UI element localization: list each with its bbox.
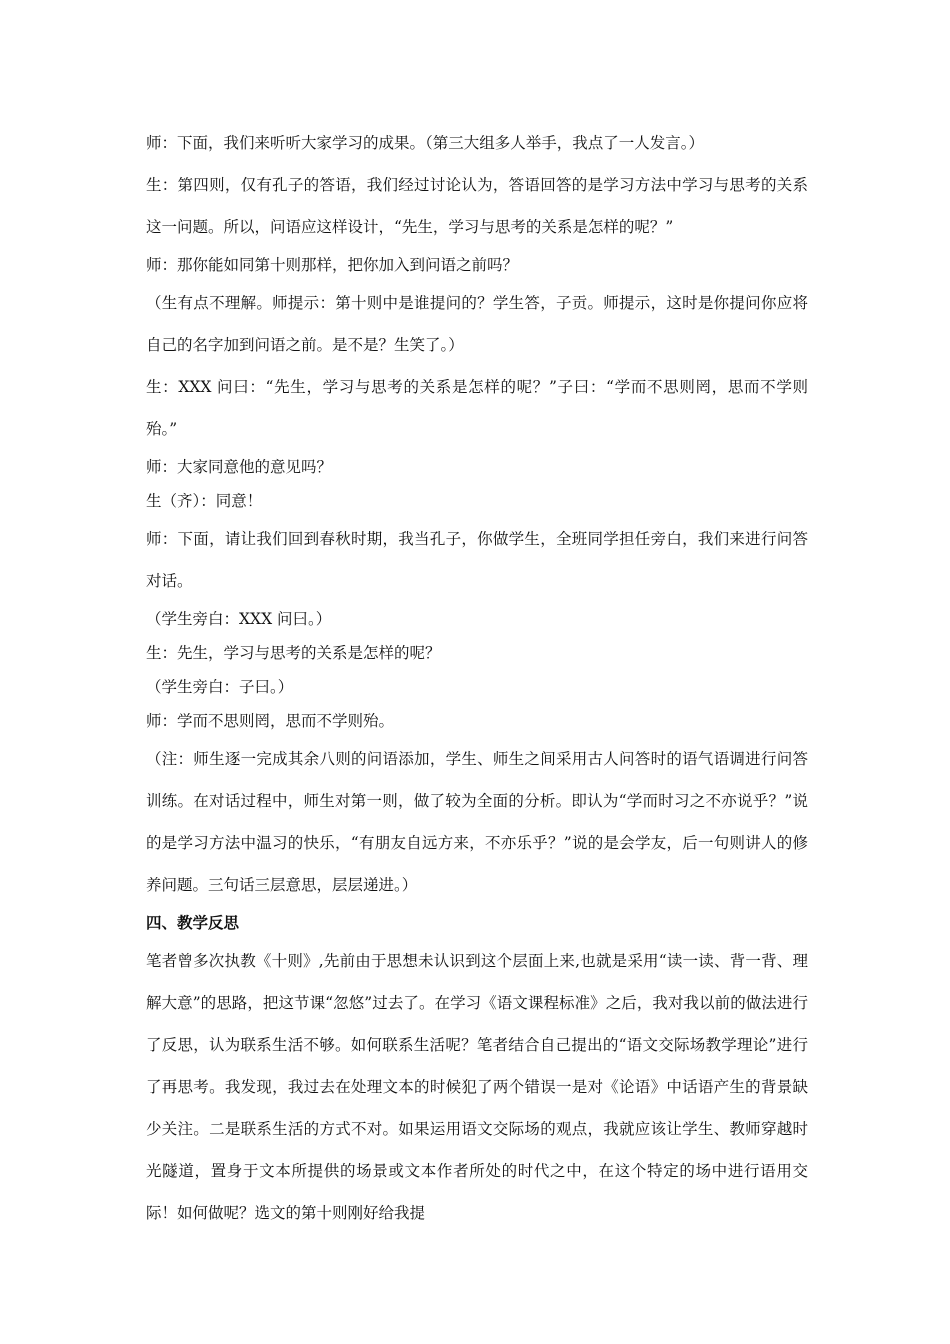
paragraph-student-answer: 生：XXX 问曰：“先生，学习与思考的关系是怎样的呢？”子曰：“学而不思则罔，思而不学则殆。”: [146, 378, 808, 438]
paragraph-narration-1: （学生旁白：XXX 问曰。）: [146, 610, 332, 628]
paragraph-student-fourth-rule: 生：第四则，仅有孔子的答语，我们经过讨论认为，答语回答的是学习方法中学习与思考的关系这一问题。所以，问语应这样设计，“先生，学习与思考的关系是怎样的呢？”: [146, 176, 808, 236]
paragraph-teacher-roleplay: 师：下面，请让我们回到春秋时期，我当孔子，你做学生，全班同学担任旁白，我们来进行问答对话。: [146, 530, 808, 590]
paragraph-teacher-hint: （生有点不理解。师提示：第十则中是谁提问的？学生答，子贡。师提示，这时是你提问你应将自己的名字加到问语之前。是不是？生笑了。）: [146, 294, 808, 354]
paragraph-students-agree: 生（齐）：同意！: [146, 492, 263, 510]
paragraph-teacher-question: 师：那你能如同第十则那样，把你加入到问语之前吗？: [146, 256, 519, 274]
paragraph-teacher-ask-agree: 师：大家同意他的意见吗？: [146, 458, 333, 476]
paragraph-narration-2: （学生旁白：子曰。）: [146, 678, 294, 696]
document-body: [146, 122, 808, 1234]
paragraph-note: （注：师生逐一完成其余八则的问语添加，学生、师生之间采用古人问答时的语气语调进行问答训练。在对话过程中，师生对第一则，做了较为全面的分析。即认为“学而时习之不亦说乎？”说的是学习方法中温习的快乐，“有朋友自远方来，不亦乐乎？”说的是会学友，后一句则讲人的修养问题。三句话三层意思，层层递进。）: [146, 750, 808, 894]
paragraph-teacher-intro: 师：下面，我们来听听大家学习的成果。（第三大组多人举手，我点了一人发言。）: [146, 134, 705, 152]
section-heading-reflection: 四、教学反思: [146, 913, 240, 932]
paragraph-teacher-line: 师：学而不思则罔，思而不学则殆。: [146, 712, 395, 730]
paragraph-student-line: 生：先生，学习与思考的关系是怎样的呢？: [146, 644, 441, 662]
paragraph-reflection: 笔者曾多次执教《十则》,先前由于思想未认识到这个层面上来,也就是采用“读一读、背一背、理解大意”的思路，把这节课“忽悠”过去了。在学习《语文课程标准》之后，我对我以前的做法进行了反思，认为联系生活不够。如何联系生活呢？笔者结合自己提出的“语文交际场教学理论”进行了再思考。我发现，我过去在处理文本的时候犯了两个错误一是对《论语》中话语产生的背景缺少关注。二是联系生活的方式不对。如果运用语文交际场的观点，我就应该让学生、教师穿越时光隧道，置身于文本所提供的场景或文本作者所处的时代之中，在这个特定的场中进行语用交际！如何做呢？选文的第十则刚好给我提: [146, 952, 808, 1222]
